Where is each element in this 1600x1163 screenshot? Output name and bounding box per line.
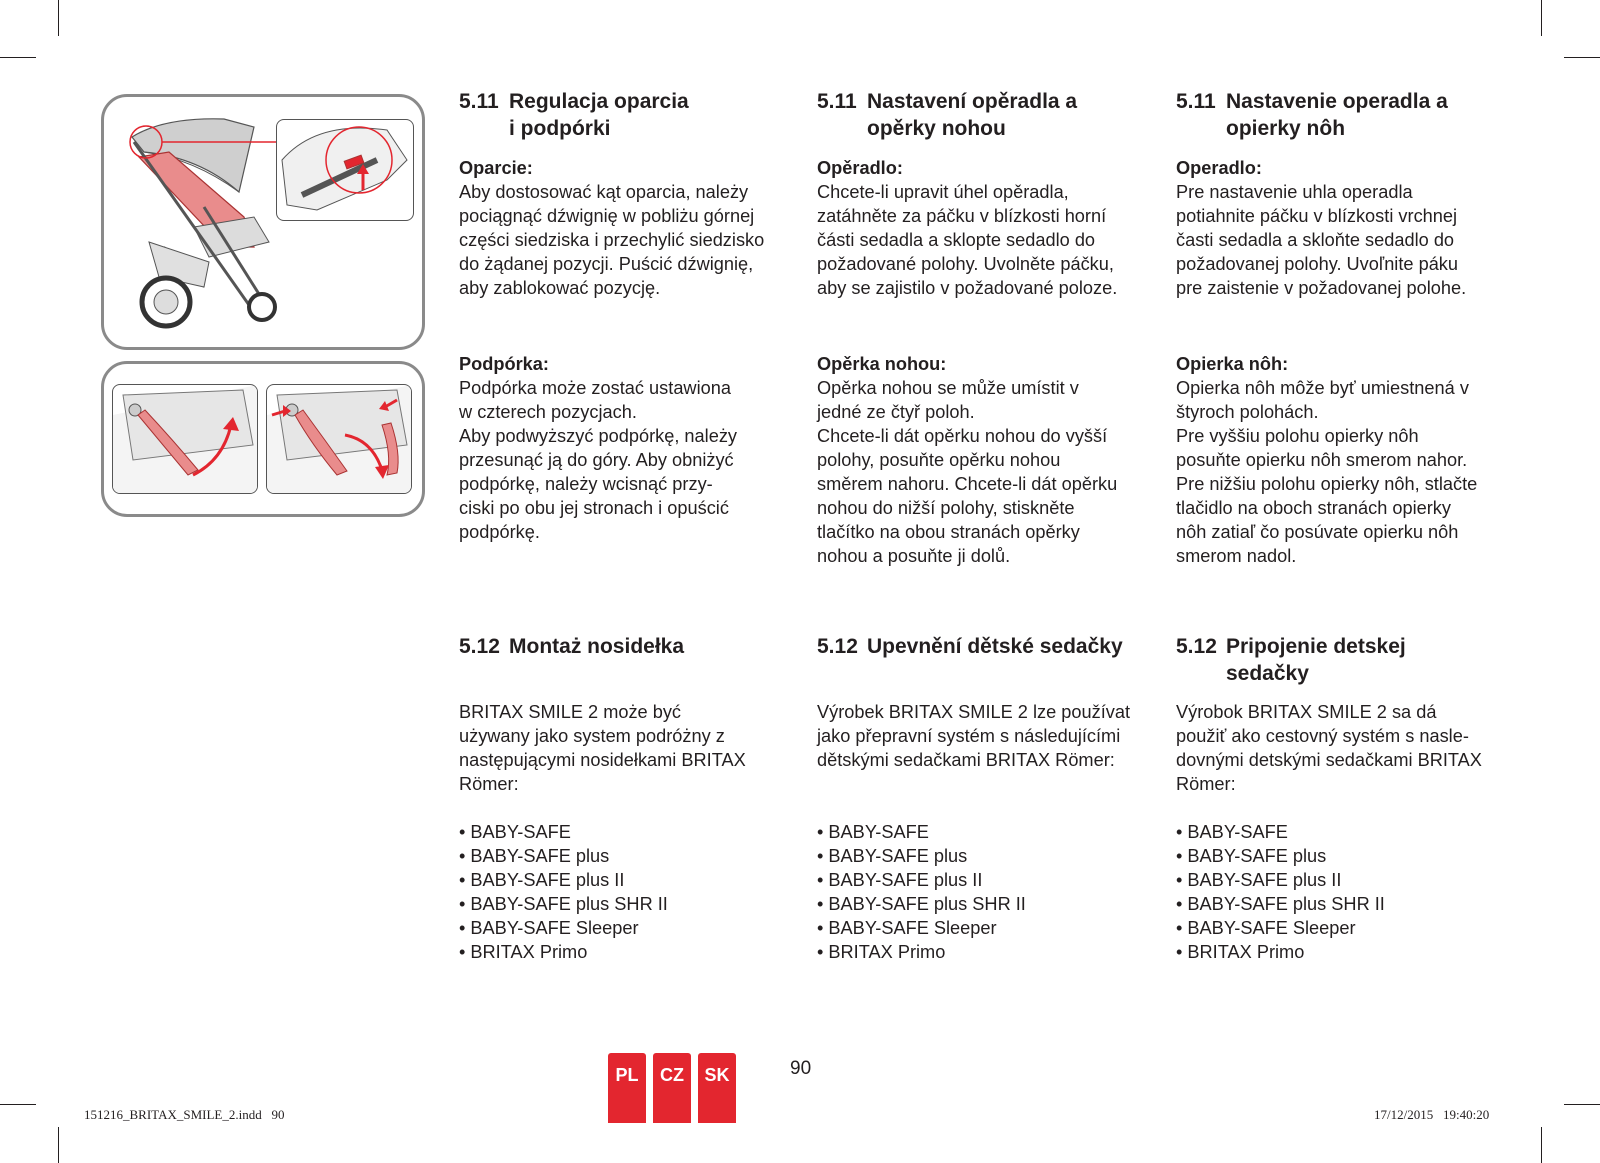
footrest-lower-detail — [266, 384, 412, 494]
paragraph: Podpórka może zostać ustawiona w czterech pozycjach. Aby podwyższyć podpórkę, należy przesunąć ją do góry. Aby obniżyć podpórkę, należy wcisnąć przy- ciski po obu jej stronach i opuścić podpórkę. — [459, 378, 738, 542]
section-heading — [459, 88, 789, 142]
section-number: 5.11 — [817, 90, 857, 113]
list-item: • BABY-SAFE plus SHR II — [817, 894, 1026, 914]
figure-stroller-recline — [101, 94, 425, 350]
section-number: 5.12 — [817, 635, 858, 658]
section-number: 5.12 — [459, 635, 500, 658]
paragraph: Opierka nôh môže byť umiestnená v štyroch polohách. Pre vyššiu polohu opierky nôh posuňte opierku nôh smerom nahor. Pre nižšiu polohu opierky nôh, stlačte tlačidlo na oboch stranách opierky nôh zatiaľ čo posúvate opierku nôh smerom nadol. — [1176, 378, 1478, 566]
list-item: • BABY-SAFE Sleeper — [817, 918, 997, 938]
list-item: • BABY-SAFE plus — [817, 846, 968, 866]
list-item: • BABY-SAFE — [817, 822, 929, 842]
list-item: • BABY-SAFE plus SHR II — [459, 894, 668, 914]
subheading: Opěrka nohou: — [817, 354, 947, 374]
crop-mark — [0, 1104, 36, 1105]
subheading: Operadlo: — [1176, 158, 1262, 178]
seat-list — [817, 820, 1147, 964]
figure-footrest — [101, 361, 425, 517]
crop-mark — [1541, 0, 1542, 36]
list-item: • BABY-SAFE — [459, 822, 571, 842]
list-item: • BABY-SAFE plus II — [1176, 870, 1342, 890]
crop-mark — [1541, 1127, 1542, 1163]
section-title: Upevnění dětské sedačky — [867, 635, 1123, 658]
list-item: • BABY-SAFE plus SHR II — [1176, 894, 1385, 914]
page-number: 90 — [790, 1058, 812, 1079]
footrest-raise-illustration — [113, 385, 257, 493]
list-item: • BABY-SAFE Sleeper — [1176, 918, 1356, 938]
section-number: 5.11 — [459, 90, 499, 113]
footrest-raise-detail — [112, 384, 258, 494]
section-heading — [817, 88, 1147, 142]
crop-mark — [1564, 1104, 1600, 1105]
slug-timestamp: 17/12/2015 19:40:20 — [1374, 1107, 1490, 1122]
section-title-line2: opierky nôh — [1226, 117, 1346, 140]
seat-list — [459, 820, 789, 964]
paragraph: BRITAX SMILE 2 może być używany jako system podróżny z następującymi nosidełkami BRITAX Römer: — [459, 702, 746, 794]
paragraph: Výrobek BRITAX SMILE 2 lze používat jako přepravní systém s následujícími dětskými sedačkami BRITAX Römer: — [817, 702, 1131, 770]
crop-mark — [1564, 57, 1600, 58]
list-item: • BABY-SAFE plus — [459, 846, 610, 866]
list-item: • BABY-SAFE plus II — [459, 870, 625, 890]
language-tab-pl: PL — [608, 1053, 646, 1123]
section-title-line2: i podpórki — [509, 117, 611, 140]
subheading: Opěradlo: — [817, 158, 903, 178]
paragraph: Výrobok BRITAX SMILE 2 sa dá použiť ako cestovný systém s nasle- dovnými detskými sedačkami BRITAX Römer: — [1176, 702, 1482, 794]
paragraph: Pre nastavenie uhla operadla potiahnite páčku v blízkosti vrchnej časti sedadla a skloňte sedadlo do požadovanej polohy. Uvoľnite páku pre zaistenie v požadovanej polohe. — [1176, 182, 1467, 298]
column-pl — [459, 88, 789, 968]
crop-mark — [58, 1127, 59, 1163]
list-item: • BABY-SAFE plus II — [817, 870, 983, 890]
section-title: Nastavenie operadla a — [1226, 90, 1448, 113]
paragraph: Aby dostosować kąt oparcia, należy pociągnąć dźwignię w pobliżu górnej części siedziska i przechylić siedzisko do żądanej pozycji. Puścić dźwignię, aby zablokować pozycję. — [459, 182, 765, 298]
crop-mark — [58, 0, 59, 36]
footrest-lower-illustration — [267, 385, 411, 493]
section-title: Pripojenie detskej — [1226, 635, 1406, 658]
section-heading — [1176, 88, 1506, 142]
section-number: 5.12 — [1176, 635, 1217, 658]
section-title: Regulacja oparcia — [509, 90, 689, 113]
paragraph: Opěrka nohou se může umístit v jedné ze čtyř poloh. Chcete-li dát opěrku nohou do vyšší polohy, posuňte opěrku nohou směrem nahoru. Chcete-li dát opěrku nohou do nižší polohy, stiskněte tlačítko na obou stranách opěrky nohou a posuňte ji dolů. — [817, 378, 1118, 566]
slug-filename: 151216_BRITAX_SMILE_2.indd 90 — [84, 1107, 285, 1122]
subheading: Oparcie: — [459, 158, 533, 178]
language-tab-sk: SK — [698, 1053, 736, 1123]
section-title: Montaż nosidełka — [509, 635, 685, 658]
section-heading — [817, 633, 1147, 687]
subheading: Opierka nôh: — [1176, 354, 1289, 374]
list-item: • BABY-SAFE — [1176, 822, 1288, 842]
section-heading — [459, 633, 789, 687]
column-cz — [817, 88, 1147, 968]
list-item: • BRITAX Primo — [459, 942, 588, 962]
section-title-line2: sedačky — [1226, 662, 1309, 685]
language-tab-cz: CZ — [653, 1053, 691, 1123]
section-number: 5.11 — [1176, 90, 1216, 113]
column-sk — [1176, 88, 1506, 968]
list-item: • BRITAX Primo — [817, 942, 946, 962]
subheading: Podpórka: — [459, 354, 549, 374]
list-item: • BRITAX Primo — [1176, 942, 1305, 962]
list-item: • BABY-SAFE plus — [1176, 846, 1327, 866]
section-heading — [1176, 633, 1506, 687]
paragraph: Chcete-li upravit úhel opěradla, zatáhněte za páčku v blízkosti horní části sedadla a sklopte sedadlo do požadované polohy. Uvolněte páčku, aby se zajistilo v požadované poloze. — [817, 182, 1118, 298]
lever-detail-illustration — [277, 120, 413, 220]
crop-mark — [0, 57, 36, 58]
section-title-line2: opěrky nohou — [867, 117, 1006, 140]
seat-list — [1176, 820, 1506, 964]
section-title: Nastavení opěradla a — [867, 90, 1078, 113]
recline-lever-detail — [276, 119, 414, 221]
list-item: • BABY-SAFE Sleeper — [459, 918, 639, 938]
